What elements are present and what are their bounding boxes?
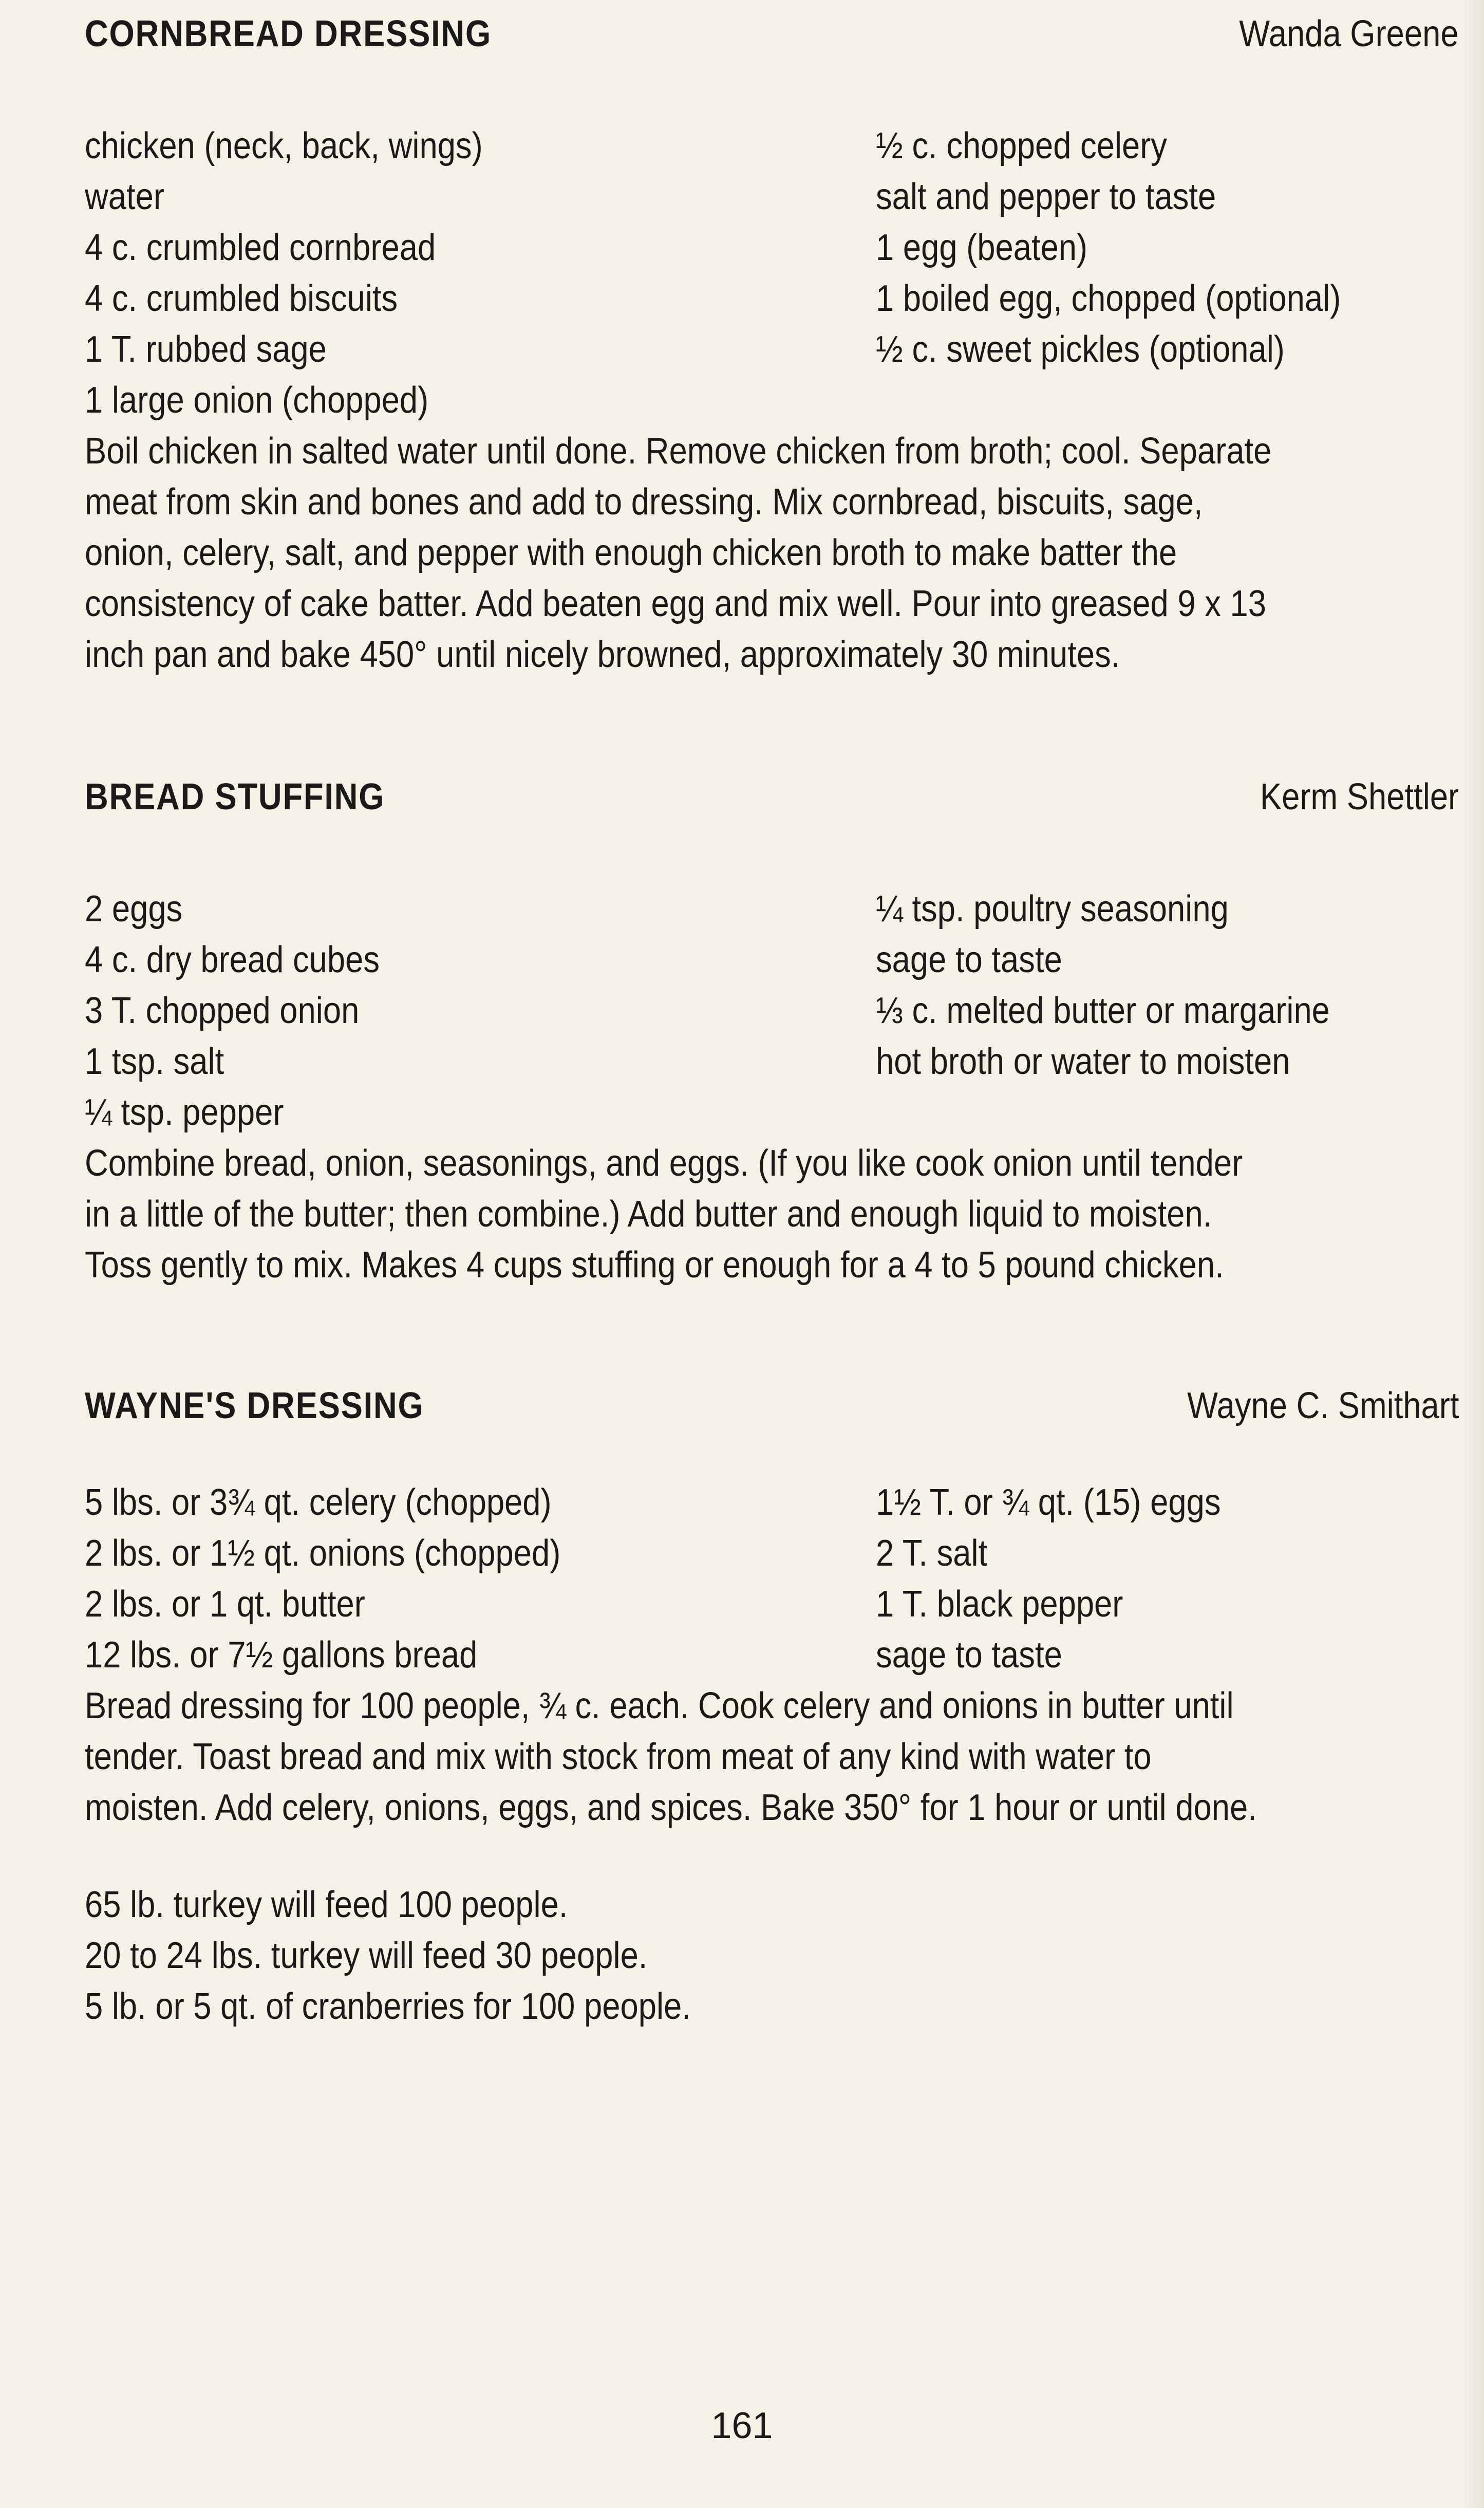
recipe-title: WAYNE'S DRESSING — [85, 1385, 424, 1426]
page-number: 161 — [711, 2405, 773, 2446]
recipe-header — [85, 776, 1459, 827]
ingredients-list — [85, 884, 1459, 1138]
directions-line: in a little of the butter; then combine.) Add butter and enough liquid to moisten. — [85, 1194, 1212, 1235]
note-line: 65 lb. turkey will feed 100 people. — [85, 1884, 568, 1925]
recipe-bread-stuffing — [85, 776, 1459, 1291]
ingredient-item: 1 egg (beaten) — [876, 227, 1088, 268]
ingredient-item: chicken (neck, back, wings) — [85, 125, 483, 166]
ingredient-item: ½ c. sweet pickles (optional) — [876, 329, 1285, 370]
recipe-header — [85, 13, 1459, 64]
ingredient-item: ½ c. chopped celery — [876, 125, 1168, 166]
recipe-author: Wanda Greene — [1239, 13, 1459, 54]
ingredient-item: 1½ T. or ¾ qt. (15) eggs — [876, 1482, 1221, 1523]
ingredient-item: ⅓ c. melted butter or margarine — [876, 990, 1330, 1031]
ingredient-item: 4 c. crumbled biscuits — [85, 278, 398, 319]
recipe-title: BREAD STUFFING — [85, 776, 385, 818]
directions-line: meat from skin and bones and add to dressing. Mix cornbread, biscuits, sage, — [85, 481, 1203, 523]
recipe-waynes-dressing — [85, 1385, 1459, 2032]
directions-line: moisten. Add celery, onions, eggs, and spices. Bake 350° for 1 hour or until done. — [85, 1787, 1257, 1828]
recipe-directions — [85, 1138, 1459, 1291]
ingredient-item: 1 T. rubbed sage — [85, 329, 327, 370]
recipe-directions — [85, 426, 1459, 680]
ingredient-item: salt and pepper to taste — [876, 176, 1216, 217]
ingredients-list — [85, 121, 1459, 426]
ingredients-right-column — [876, 121, 1404, 375]
ingredient-item: sage to taste — [876, 1634, 1062, 1676]
ingredient-item: 1 tsp. salt — [85, 1041, 224, 1082]
ingredient-item: 1 large onion (chopped) — [85, 380, 429, 421]
serving-notes — [85, 1880, 1459, 2032]
recipe-author: Wayne C. Smithart — [1187, 1385, 1459, 1426]
ingredient-item: 5 lbs. or 3¾ qt. celery (chopped) — [85, 1482, 552, 1523]
ingredient-item: water — [85, 176, 164, 217]
ingredients-right-column — [876, 884, 1392, 1087]
ingredient-item: 2 lbs. or 1½ qt. onions (chopped) — [85, 1533, 561, 1574]
ingredient-item: 2 eggs — [85, 888, 183, 930]
ingredient-item: 1 T. black pepper — [876, 1584, 1123, 1625]
recipe-cornbread-dressing — [85, 13, 1459, 680]
page-edge-shadow — [1463, 0, 1484, 2508]
directions-line: consistency of cake batter. Add beaten egg and mix well. Pour into greased 9 x 13 — [85, 583, 1266, 624]
directions-line: inch pan and bake 450° until nicely browned, approximately 30 minutes. — [85, 634, 1120, 675]
ingredient-item: 3 T. chopped onion — [85, 990, 360, 1031]
directions-line: Boil chicken in salted water until done. Remove chicken from broth; cool. Separate — [85, 431, 1272, 472]
ingredients-left-column — [85, 121, 537, 426]
ingredient-item: sage to taste — [876, 939, 1062, 980]
ingredient-item: ¼ tsp. poultry seasoning — [876, 888, 1229, 930]
recipe-title: CORNBREAD DRESSING — [85, 13, 492, 54]
directions-line: Bread dressing for 100 people, ¾ c. each. Cook celery and onions in butter until — [85, 1685, 1234, 1726]
ingredient-item: ¼ tsp. pepper — [85, 1092, 284, 1133]
directions-line: Combine bread, onion, seasonings, and eggs. (If you like cook onion until tender — [85, 1143, 1243, 1184]
directions-line: Toss gently to mix. Makes 4 cups stuffing or enough for a 4 to 5 pound chicken. — [85, 1244, 1224, 1286]
recipe-directions — [85, 1681, 1459, 1833]
ingredients-list — [85, 1477, 1459, 1681]
ingredient-item: 2 T. salt — [876, 1533, 988, 1574]
recipe-author: Kerm Shettler — [1260, 776, 1459, 818]
ingredients-left-column — [85, 884, 420, 1138]
ingredient-item: 4 c. crumbled cornbread — [85, 227, 436, 268]
recipe-header — [85, 1385, 1459, 1436]
ingredient-item: hot broth or water to moisten — [876, 1041, 1290, 1082]
ingredient-item: 4 c. dry bread cubes — [85, 939, 380, 980]
ingredient-item: 12 lbs. or 7½ gallons bread — [85, 1634, 478, 1676]
note-line: 5 lb. or 5 qt. of cranberries for 100 people. — [85, 1986, 691, 2027]
directions-line: tender. Toast bread and mix with stock from meat of any kind with water to — [85, 1736, 1152, 1777]
ingredients-right-column — [876, 1477, 1268, 1681]
note-line: 20 to 24 lbs. turkey will feed 30 people. — [85, 1935, 648, 1976]
ingredients-left-column — [85, 1477, 626, 1681]
directions-line: onion, celery, salt, and pepper with enough chicken broth to make batter the — [85, 532, 1177, 573]
ingredient-item: 1 boiled egg, chopped (optional) — [876, 278, 1341, 319]
ingredient-item: 2 lbs. or 1 qt. butter — [85, 1584, 365, 1625]
